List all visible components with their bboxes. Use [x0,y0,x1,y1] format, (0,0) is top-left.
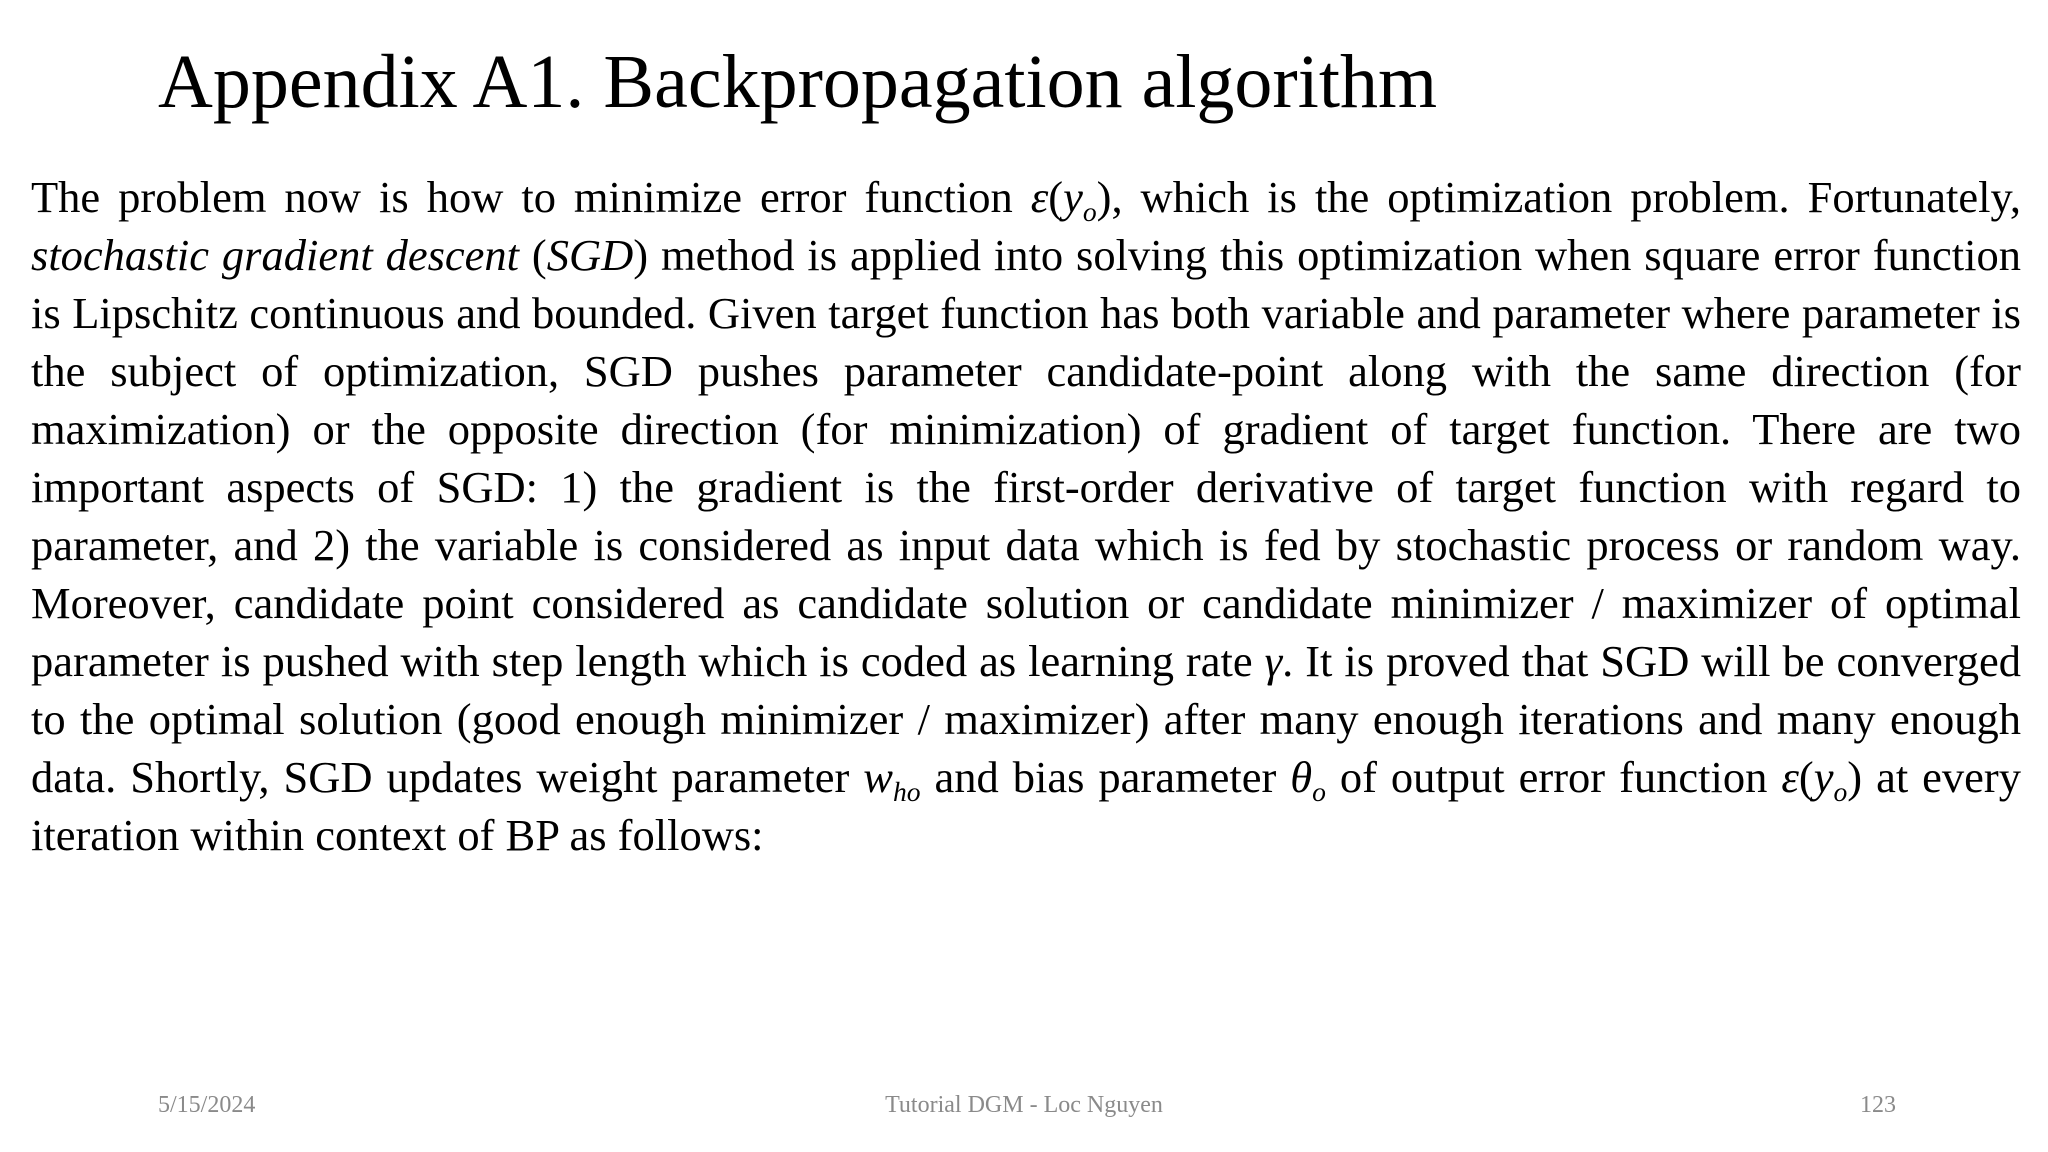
slide-title: Appendix A1. Backpropagation algorithm [158,40,1438,124]
body-text: ( [519,230,547,280]
y-symbol: y [1813,752,1834,802]
footer-title: Tutorial DGM - Loc Nguyen [885,1092,1163,1118]
body-text: at every iteration within context of BP as follows: [31,752,2021,860]
body-text: of output error function [1325,752,1782,802]
paren-close: ) [1096,172,1112,222]
w-symbol: w [863,752,893,802]
paren-open: ( [1798,752,1814,802]
sgd-abbreviation: SGD [546,230,634,280]
epsilon-symbol: ε [1781,752,1799,802]
paren-close: ) [1847,752,1863,802]
epsilon-symbol: ε [1030,172,1049,222]
subscript-o: o [1833,775,1848,807]
theta-symbol: θ [1290,752,1313,802]
subscript-ho: ho [892,775,921,807]
body-text: and bias parameter [920,752,1291,802]
y-symbol: y [1063,172,1083,222]
body-text: ) method is applied into solving this optimization when square error function is Lipschitz continuous and bounded. Given target function has both variable and parameter where parameter is the subject of optimization, SGD pushes parameter candidate-point along with the same direction (for maximization) or the opposite direction (for minimization) of gradient of target function. There are two important aspects of SGD: 1) the gradient is the first-order derivative of target function with regard to parameter, and 2) the variable is considered as input data which is fed by stochastic process or random way. Moreover, candidate point considered as candidate solution or candidate minimizer / maximizer of optimal parameter is pushed with step length which is coded as learning rate [31,230,2021,686]
body-paragraph [31,168,2021,864]
paren-open: ( [1048,172,1064,222]
page-number: 123 [1860,1092,1896,1118]
gamma-symbol: γ [1264,636,1283,686]
body-text: , which is the optimization problem. Fortunately, [1111,172,2021,222]
subscript-o: o [1082,195,1097,227]
subscript-o: o [1312,775,1326,807]
footer-date: 5/15/2024 [158,1092,256,1118]
body-text: The problem now is how to minimize error function [31,172,1031,222]
sgd-fullname: stochastic gradient descent [31,230,520,280]
body-text: . It is proved that SGD will be converged to the optimal solution (good enough minimizer / maximizer) after many enough iterations and many enough data. Shortly, SGD updates weight parameter [31,636,2021,802]
